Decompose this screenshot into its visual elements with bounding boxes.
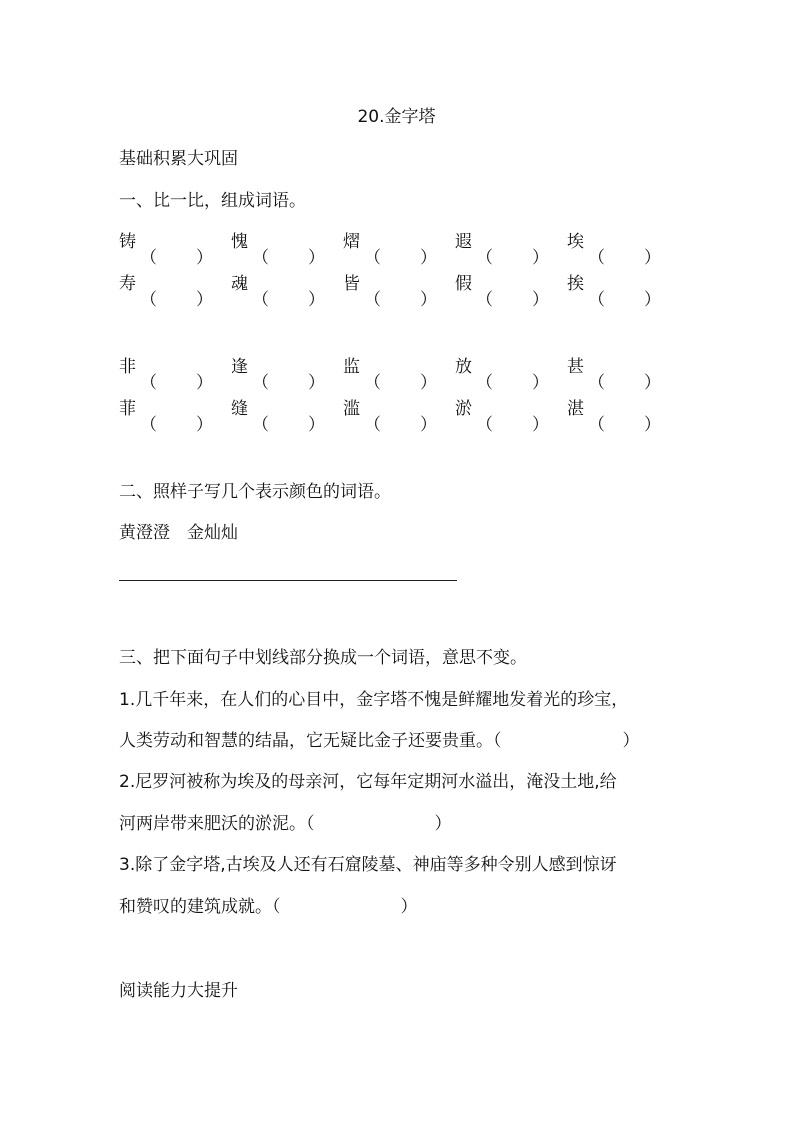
char: 熠	[343, 232, 360, 252]
q3-item-3-line2	[119, 896, 418, 918]
char: 非	[119, 357, 136, 377]
close-paren: ）	[420, 415, 437, 435]
q1-group-2-row-top	[119, 356, 679, 393]
close-paren: ）	[644, 373, 661, 393]
word-cell	[119, 356, 218, 393]
close-paren: ）	[644, 415, 661, 435]
open-paren: （	[588, 373, 605, 393]
char: 放	[455, 357, 472, 377]
close-paren: ）	[196, 248, 213, 268]
open-paren: （	[140, 373, 157, 393]
q2-example: 黄澄澄 金灿灿	[119, 523, 238, 543]
q1-group-1-row-bottom	[119, 273, 679, 310]
open-paren: （	[476, 290, 493, 310]
word-cell	[231, 356, 330, 393]
close-paren: ）	[644, 248, 661, 268]
char: 缝	[231, 399, 248, 419]
close-paren: ）	[308, 373, 325, 393]
close-paren: ）	[308, 290, 325, 310]
open-paren: （	[140, 248, 157, 268]
close-paren: ）	[532, 248, 549, 268]
open-paren: （	[364, 290, 381, 310]
close-paren: ）	[644, 290, 661, 310]
char: 湛	[567, 399, 584, 419]
close-paren: ）	[196, 373, 213, 393]
word-cell	[119, 231, 218, 268]
close-paren: ）	[400, 897, 418, 917]
open-paren: （	[252, 415, 269, 435]
word-cell	[343, 398, 442, 435]
open-paren: （	[306, 814, 315, 834]
q2-heading: 二、照样子写几个表示颜色的词语。	[119, 482, 391, 502]
open-paren: （	[476, 248, 493, 268]
q3-item-2-line2	[119, 813, 452, 835]
char: 挨	[567, 274, 584, 294]
open-paren: （	[140, 290, 157, 310]
close-paren: ）	[420, 290, 437, 310]
open-paren: （	[364, 373, 381, 393]
char: 铸	[119, 232, 136, 252]
sentence-text: 人类劳动和智慧的结晶，它无疑比金子还要贵重。	[119, 731, 493, 751]
open-paren: （	[252, 373, 269, 393]
word-cell	[455, 398, 554, 435]
word-cell	[119, 273, 218, 310]
word-cell	[567, 231, 666, 268]
open-paren: （	[140, 415, 157, 435]
open-paren: （	[476, 373, 493, 393]
word-cell	[119, 398, 218, 435]
close-paren: ）	[532, 373, 549, 393]
char: 假	[455, 274, 472, 294]
open-paren: （	[252, 248, 269, 268]
q3-item-1-line2	[119, 730, 640, 752]
close-paren: ）	[196, 290, 213, 310]
section-heading-reading: 阅读能力大提升	[119, 981, 238, 1001]
close-paren: ）	[308, 248, 325, 268]
word-cell	[231, 398, 330, 435]
close-paren: ）	[434, 814, 452, 834]
close-paren: ）	[420, 248, 437, 268]
q3-heading: 三、把下面句子中划线部分换成一个词语，意思不变。	[119, 648, 527, 668]
close-paren: ）	[196, 415, 213, 435]
char: 皆	[343, 274, 360, 294]
open-paren: （	[588, 248, 605, 268]
open-paren: （	[493, 731, 502, 751]
q3-item-2-line1: 2.尼罗河被称为埃及的母亲河，它每年定期河水溢出，淹没土地,给	[119, 772, 617, 792]
char: 甚	[567, 357, 584, 377]
word-cell	[455, 231, 554, 268]
open-paren: （	[252, 290, 269, 310]
char: 魂	[231, 274, 248, 294]
q1-heading: 一、比一比，组成词语。	[119, 191, 306, 211]
open-paren: （	[588, 290, 605, 310]
open-paren: （	[272, 897, 281, 917]
word-cell	[567, 398, 666, 435]
char: 愧	[231, 232, 248, 252]
close-paren: ）	[622, 731, 640, 751]
word-cell	[343, 231, 442, 268]
q1-group-2-row-bottom	[119, 398, 679, 435]
char: 寿	[119, 274, 136, 294]
char: 监	[343, 357, 360, 377]
q3-item-3-line1: 3.除了金字塔,古埃及人还有石窟陵墓、神庙等多种令别人感到惊讶	[119, 855, 617, 875]
open-paren: （	[588, 415, 605, 435]
word-cell	[231, 273, 330, 310]
answer-line[interactable]	[119, 580, 457, 581]
char: 菲	[119, 399, 136, 419]
q3-item-1-line1: 1.几千年来，在人们的心目中，金字塔不愧是鲜耀地发着光的珍宝，	[119, 690, 629, 710]
char: 淤	[455, 399, 472, 419]
word-cell	[567, 273, 666, 310]
word-cell	[231, 231, 330, 268]
open-paren: （	[364, 248, 381, 268]
char: 滥	[343, 399, 360, 419]
sentence-text: 和赞叹的建筑成就。	[119, 897, 272, 917]
close-paren: ）	[532, 290, 549, 310]
section-heading-basic: 基础积累大巩固	[119, 149, 238, 169]
page-title: 20.金字塔	[357, 107, 436, 127]
sentence-text: 河两岸带来肥沃的淤泥。	[119, 814, 306, 834]
q1-group-1-row-top	[119, 231, 679, 268]
word-cell	[343, 273, 442, 310]
open-paren: （	[364, 415, 381, 435]
char: 遐	[455, 232, 472, 252]
close-paren: ）	[308, 415, 325, 435]
word-cell	[343, 356, 442, 393]
open-paren: （	[476, 415, 493, 435]
word-cell	[455, 273, 554, 310]
char: 逢	[231, 357, 248, 377]
close-paren: ）	[420, 373, 437, 393]
char: 埃	[567, 232, 584, 252]
close-paren: ）	[532, 415, 549, 435]
word-cell	[567, 356, 666, 393]
word-cell	[455, 356, 554, 393]
